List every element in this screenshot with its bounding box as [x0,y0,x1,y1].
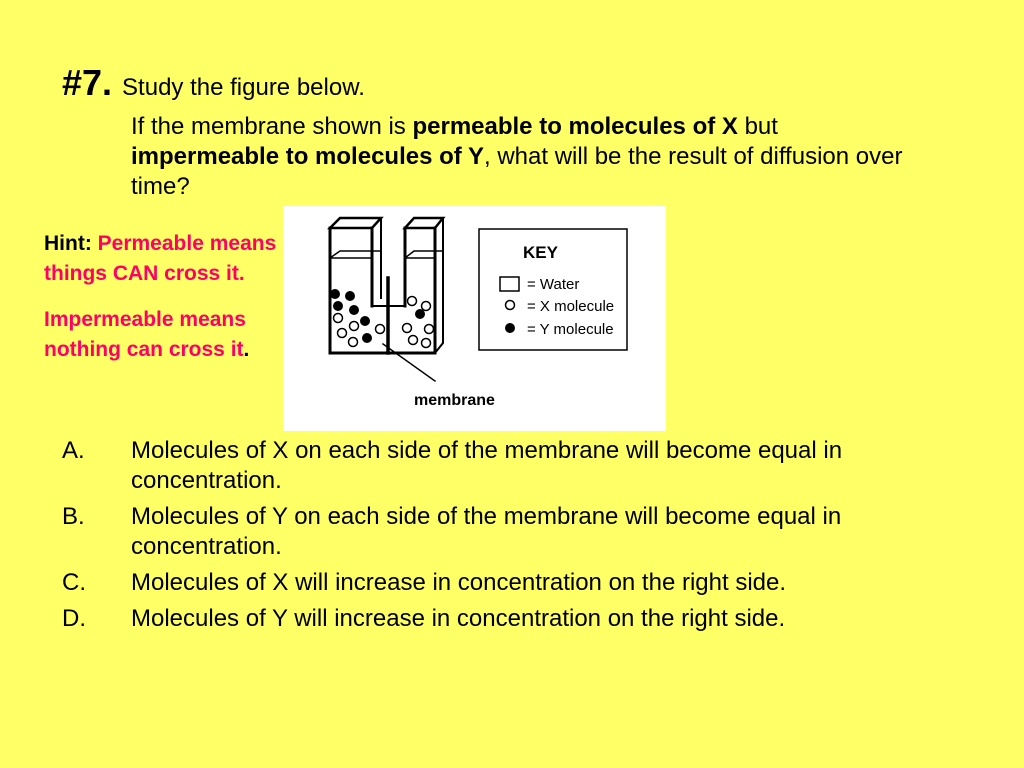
key-item-x: = X molecule [527,298,615,315]
option-text: Molecules of Y will increase in concentration on the right side. [131,605,786,632]
key-title: KEY [523,243,558,262]
question-heading [62,62,365,104]
key-box [479,229,627,350]
option-a[interactable] [62,436,962,496]
option-text: Molecules of Y on each side of the membrane will become equal in concentration. [131,503,842,560]
hint-label: Hint: [44,232,98,255]
hint-permeable [44,229,279,289]
question-part-b: but [737,113,778,140]
option-letter: C. [62,569,86,596]
y-molecule-key-swatch [505,323,515,333]
membrane-label: membrane [414,392,495,409]
u-tube-diagram [283,206,666,431]
option-text: Molecules of X will increase in concentration on the right side. [131,569,787,596]
question-bold-permeable: permeable to molecules of X [412,113,738,140]
question-part-a: If the membrane shown is [131,113,413,140]
hint-impermeable-text: Impermeable means nothing can cross it [44,308,246,361]
x-molecules [334,297,434,348]
question-intro: Study the figure below. [122,74,365,101]
option-c[interactable] [62,568,962,598]
option-letter: D. [62,605,86,632]
diffusion-figure [283,206,666,431]
option-letter: B. [62,503,85,530]
hint-impermeable [44,305,279,365]
hint-permeable-text: Permeable means things CAN cross it. [44,232,277,285]
question-part-c: , what will be the result of diffusion over time? [131,143,903,200]
option-b[interactable] [62,502,962,562]
option-d[interactable] [62,604,962,634]
hint-impermeable-end: . [243,338,250,361]
answer-options [62,436,962,640]
question-number: #7. [62,62,113,103]
hint-box [44,229,279,365]
option-text: Molecules of X on each side of the membrane will become equal in concentration. [131,437,843,494]
key-item-y: = Y molecule [527,321,614,338]
question-text [131,112,921,202]
option-letter: A. [62,437,85,464]
x-molecule-key-swatch [506,301,515,310]
question-bold-impermeable: impermeable to molecules of Y [131,143,485,170]
key-item-water: = Water [527,276,580,293]
water-key-swatch [500,277,519,291]
